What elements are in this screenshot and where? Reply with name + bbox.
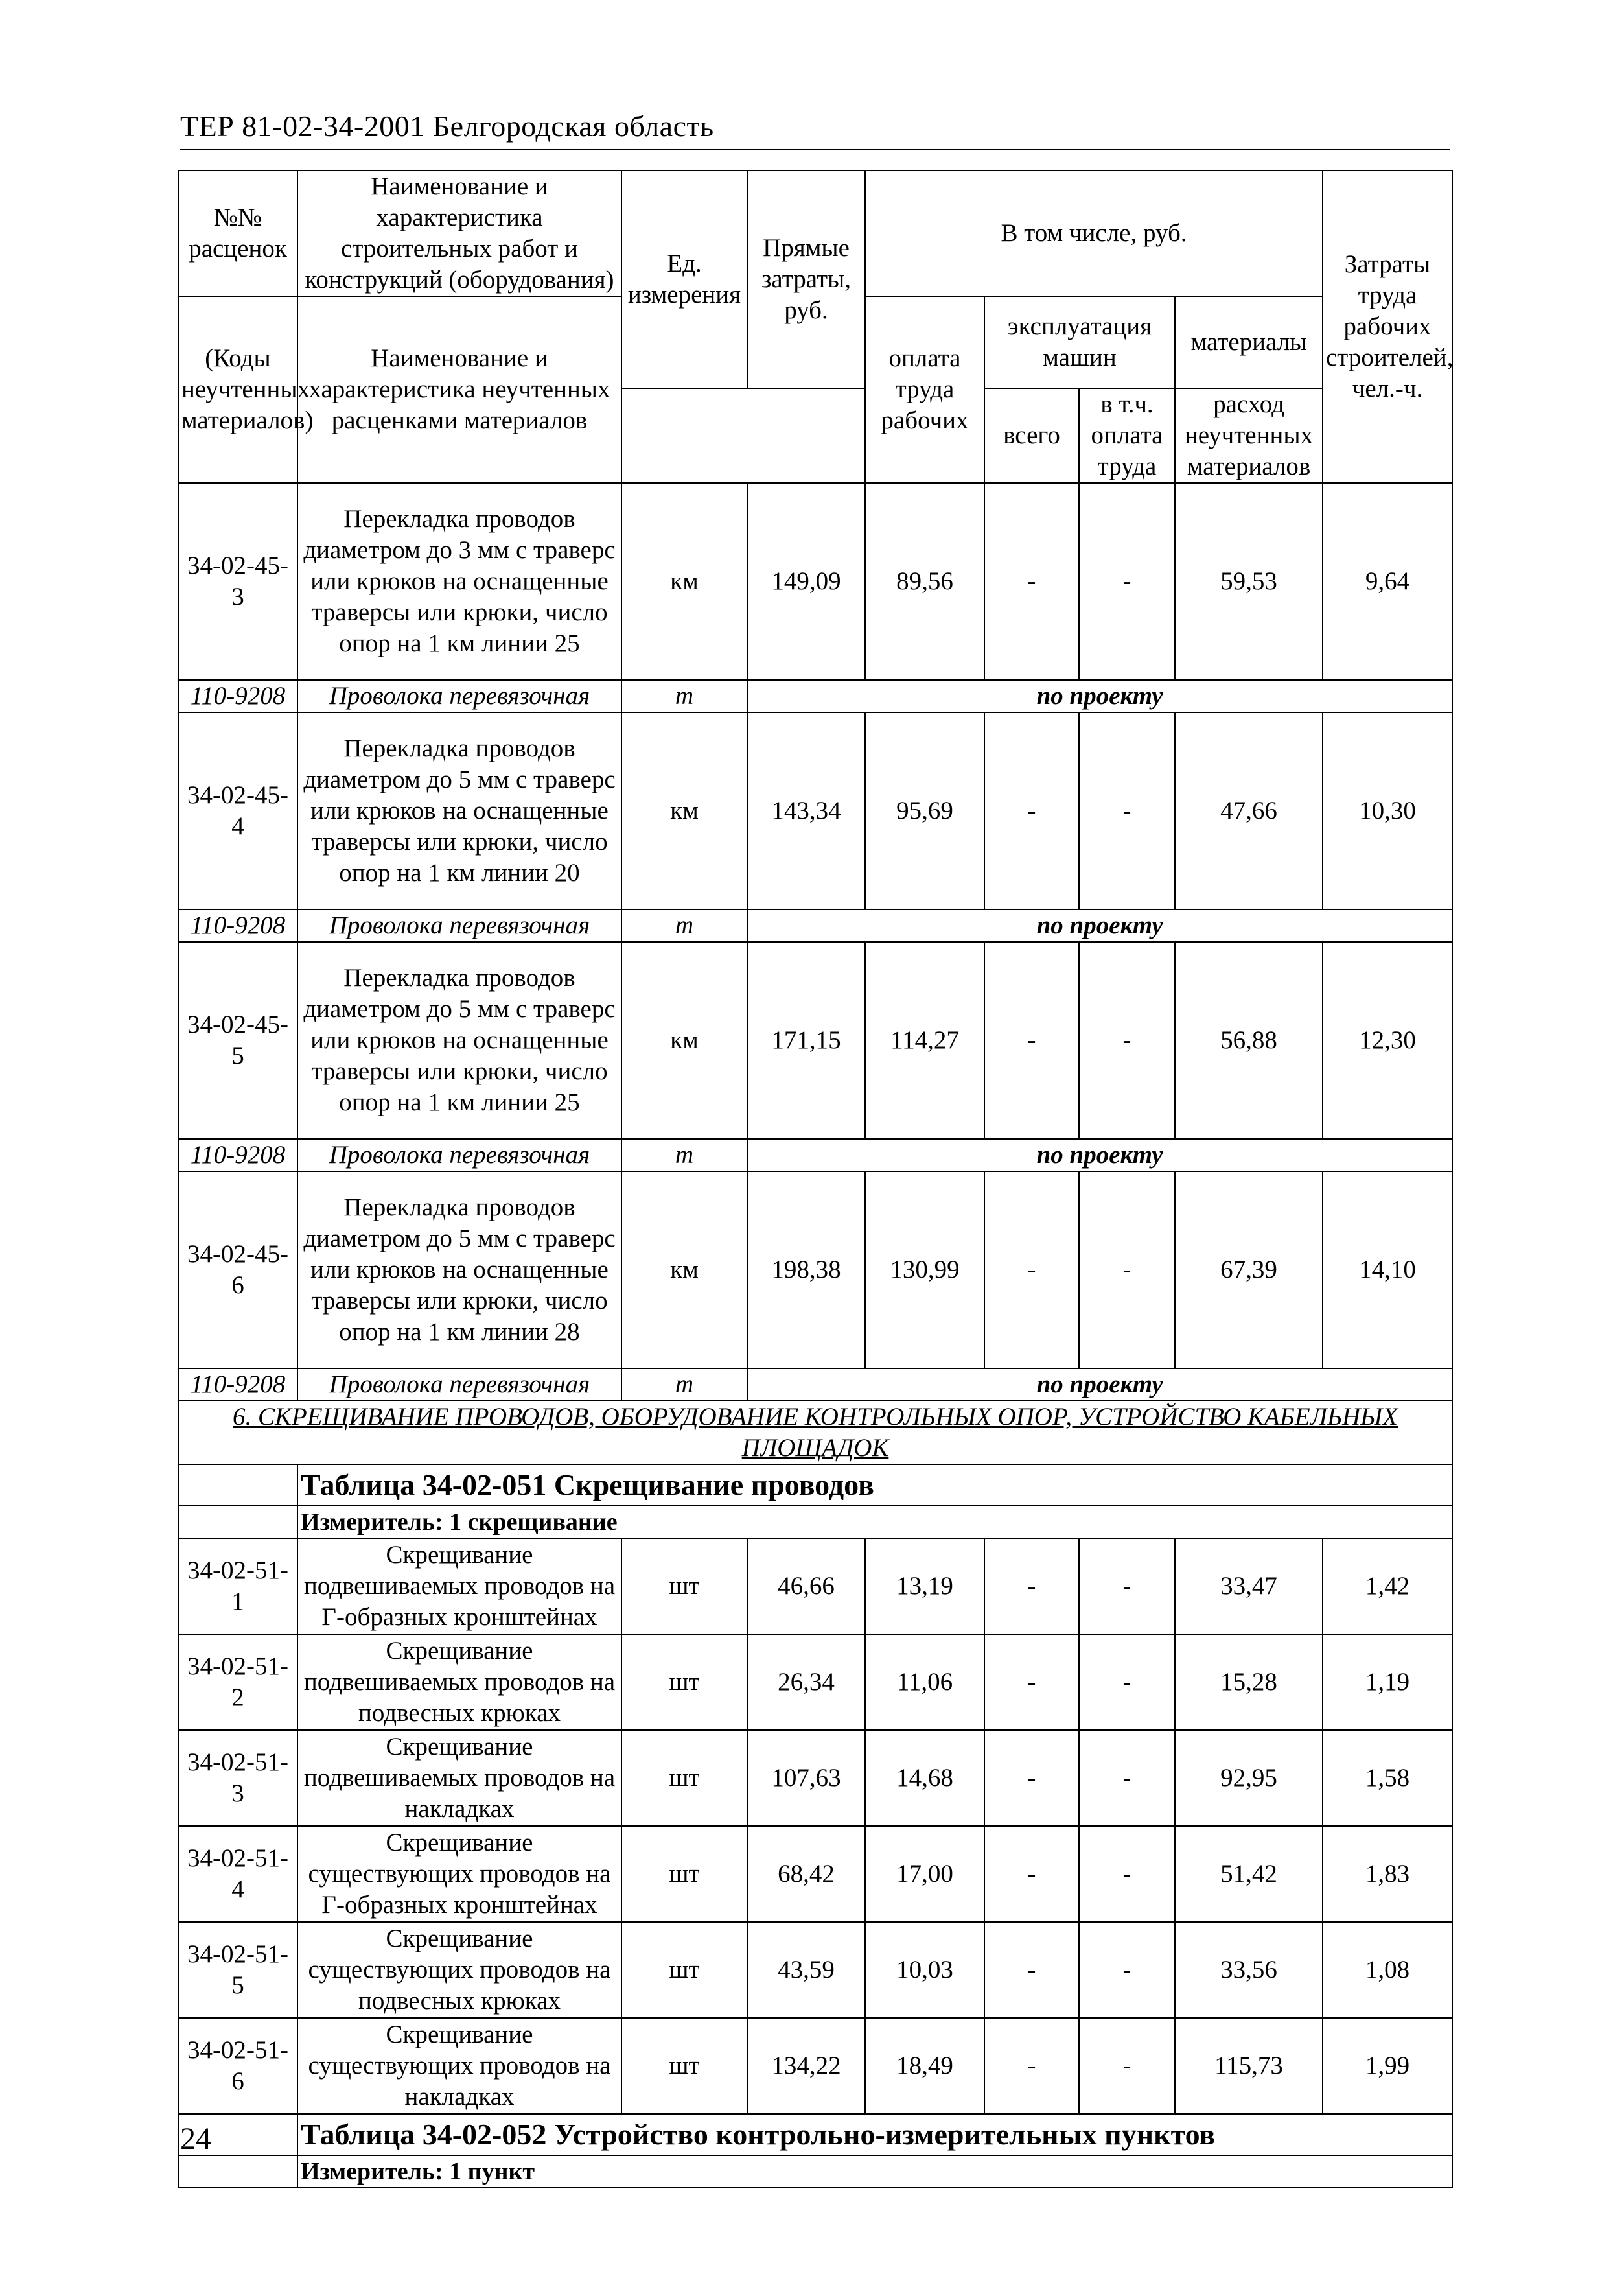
machines-wage-cell: - bbox=[1079, 1634, 1175, 1730]
materials-cell: 67,39 bbox=[1175, 1171, 1323, 1368]
machines-total-cell: - bbox=[984, 712, 1079, 909]
machines-total-cell: - bbox=[984, 942, 1079, 1139]
materials-cell: 47,66 bbox=[1175, 712, 1323, 909]
col-labor-header: Затраты труда рабочих строителей, чел.-ч. bbox=[1323, 170, 1452, 483]
machines-total-cell: - bbox=[984, 1922, 1079, 2018]
machines-wage-cell: - bbox=[1079, 1826, 1175, 1922]
direct-cost-cell: 198,38 bbox=[747, 1171, 865, 1368]
labor-cell: 14,10 bbox=[1323, 1171, 1452, 1368]
rate-code: 34-02-45-6 bbox=[178, 1171, 297, 1368]
wage-cell: 95,69 bbox=[865, 712, 984, 909]
blank-cell bbox=[178, 2155, 297, 2188]
direct-cost-cell: 171,15 bbox=[747, 942, 865, 1139]
table-row bbox=[178, 942, 1452, 1139]
machines-wage-cell: - bbox=[1079, 1538, 1175, 1634]
machines-total-cell: - bbox=[984, 1730, 1079, 1826]
table-measure: Измеритель: 1 пункт bbox=[297, 2155, 1452, 2188]
materials-cell: 56,88 bbox=[1175, 942, 1323, 1139]
material-note: по проекту bbox=[747, 1368, 1452, 1401]
material-unit: т bbox=[621, 1139, 747, 1171]
wage-cell: 89,56 bbox=[865, 483, 984, 680]
table-row bbox=[178, 1171, 1452, 1368]
table-measure-row bbox=[178, 2155, 1452, 2188]
table-row bbox=[178, 483, 1452, 680]
rates-table bbox=[178, 170, 1453, 2188]
labor-cell: 1,08 bbox=[1323, 1922, 1452, 2018]
machines-total-cell: - bbox=[984, 1826, 1079, 1922]
col-code2-header: (Коды неучтенных материалов) bbox=[178, 296, 297, 483]
rate-name: Скрещивание подвешиваемых проводов на Г-образных кронштейнах bbox=[297, 1538, 621, 1634]
direct-cost-cell: 68,42 bbox=[747, 1826, 865, 1922]
material-row bbox=[178, 1368, 1452, 1401]
machines-total-cell: - bbox=[984, 1171, 1079, 1368]
table-row bbox=[178, 1634, 1452, 1730]
rate-name: Перекладка проводов диаметром до 5 мм с траверс или крюков на оснащенные траверсы или крюки, число опор на 1 км линии 20 bbox=[297, 712, 621, 909]
header-row-1 bbox=[178, 170, 1452, 296]
table-title: Таблица 34-02-051 Скрещивание проводов bbox=[297, 1464, 1452, 1506]
material-row bbox=[178, 1139, 1452, 1171]
col-incl-header: В том числе, руб. bbox=[865, 170, 1323, 296]
unit-cell: км bbox=[621, 942, 747, 1139]
col-empty bbox=[621, 388, 865, 483]
direct-cost-cell: 43,59 bbox=[747, 1922, 865, 2018]
blank-cell bbox=[178, 1506, 297, 1538]
material-unit: т bbox=[621, 1368, 747, 1401]
labor-cell: 9,64 bbox=[1323, 483, 1452, 680]
material-row bbox=[178, 680, 1452, 712]
table-row bbox=[178, 1538, 1452, 1634]
rate-code: 34-02-45-5 bbox=[178, 942, 297, 1139]
machines-wage-cell: - bbox=[1079, 1730, 1175, 1826]
wage-cell: 11,06 bbox=[865, 1634, 984, 1730]
machines-total-cell: - bbox=[984, 1634, 1079, 1730]
machines-wage-cell: - bbox=[1079, 942, 1175, 1139]
material-name: Проволока перевязочная bbox=[297, 1368, 621, 1401]
materials-cell: 59,53 bbox=[1175, 483, 1323, 680]
material-row bbox=[178, 909, 1452, 942]
labor-cell: 12,30 bbox=[1323, 942, 1452, 1139]
unit-cell: шт bbox=[621, 2018, 747, 2114]
col-unit-header: Ед. измерения bbox=[621, 170, 747, 388]
blank-cell bbox=[178, 1464, 297, 1506]
page-header: ТЕР 81-02-34-2001 Белгородская область bbox=[180, 110, 714, 143]
direct-cost-cell: 46,66 bbox=[747, 1538, 865, 1634]
rate-name: Перекладка проводов диаметром до 3 мм с траверс или крюков на оснащенные траверсы или крюки, число опор на 1 км линии 25 bbox=[297, 483, 621, 680]
table-measure: Измеритель: 1 скрещивание bbox=[297, 1506, 1452, 1538]
unit-cell: шт bbox=[621, 1730, 747, 1826]
section-title: 6. СКРЕЩИВАНИЕ ПРОВОДОВ, ОБОРУДОВАНИЕ КОНТРОЛЬНЫХ ОПОР, УСТРОЙСТВО КАБЕЛЬНЫХ ПЛОЩАДОК bbox=[178, 1401, 1452, 1464]
labor-cell: 1,58 bbox=[1323, 1730, 1452, 1826]
rate-code: 34-02-51-6 bbox=[178, 2018, 297, 2114]
rate-code: 34-02-45-3 bbox=[178, 483, 297, 680]
machines-wage-cell: - bbox=[1079, 1171, 1175, 1368]
table-row bbox=[178, 1922, 1452, 2018]
wage-cell: 17,00 bbox=[865, 1826, 984, 1922]
unit-cell: шт bbox=[621, 1634, 747, 1730]
materials-cell: 15,28 bbox=[1175, 1634, 1323, 1730]
col-unaccounted-header: расход неучтенных материалов bbox=[1175, 388, 1323, 483]
unit-cell: шт bbox=[621, 1538, 747, 1634]
table-row bbox=[178, 712, 1452, 909]
material-name: Проволока перевязочная bbox=[297, 909, 621, 942]
material-note: по проекту bbox=[747, 680, 1452, 712]
rate-name: Перекладка проводов диаметром до 5 мм с траверс или крюков на оснащенные траверсы или крюки, число опор на 1 км линии 25 bbox=[297, 942, 621, 1139]
rate-code: 34-02-51-3 bbox=[178, 1730, 297, 1826]
header-rule bbox=[180, 149, 1450, 150]
rate-name: Перекладка проводов диаметром до 5 мм с траверс или крюков на оснащенные траверсы или крюки, число опор на 1 км линии 28 bbox=[297, 1171, 621, 1368]
material-code: 110-9208 bbox=[178, 909, 297, 942]
unit-cell: км bbox=[621, 483, 747, 680]
material-code: 110-9208 bbox=[178, 680, 297, 712]
rate-code: 34-02-51-2 bbox=[178, 1634, 297, 1730]
labor-cell: 1,99 bbox=[1323, 2018, 1452, 2114]
materials-cell: 33,47 bbox=[1175, 1538, 1323, 1634]
materials-cell: 33,56 bbox=[1175, 1922, 1323, 2018]
material-code: 110-9208 bbox=[178, 1368, 297, 1401]
rate-name: Скрещивание существующих проводов на подвесных крюках bbox=[297, 1922, 621, 2018]
table-row bbox=[178, 1826, 1452, 1922]
table-title-row bbox=[178, 2114, 1452, 2155]
rate-name: Скрещивание существующих проводов на Г-образных кронштейнах bbox=[297, 1826, 621, 1922]
rate-code: 34-02-51-5 bbox=[178, 1922, 297, 2018]
machines-wage-cell: - bbox=[1079, 712, 1175, 909]
material-note: по проекту bbox=[747, 1139, 1452, 1171]
col-name-header: Наименование и характеристика строительных работ и конструкций (оборудования) bbox=[297, 170, 621, 296]
col-mtotal-header: всего bbox=[984, 388, 1079, 483]
section-title-row bbox=[178, 1401, 1452, 1464]
page-number: 24 bbox=[180, 2122, 211, 2156]
material-code: 110-9208 bbox=[178, 1139, 297, 1171]
material-note: по проекту bbox=[747, 909, 1452, 942]
machines-total-cell: - bbox=[984, 2018, 1079, 2114]
materials-cell: 51,42 bbox=[1175, 1826, 1323, 1922]
rate-name: Скрещивание подвешиваемых проводов на подвесных крюках bbox=[297, 1634, 621, 1730]
rate-code: 34-02-45-4 bbox=[178, 712, 297, 909]
machines-wage-cell: - bbox=[1079, 483, 1175, 680]
materials-cell: 92,95 bbox=[1175, 1730, 1323, 1826]
machines-total-cell: - bbox=[984, 1538, 1079, 1634]
labor-cell: 1,42 bbox=[1323, 1538, 1452, 1634]
col-materials-header: материалы bbox=[1175, 296, 1323, 388]
direct-cost-cell: 107,63 bbox=[747, 1730, 865, 1826]
material-name: Проволока перевязочная bbox=[297, 1139, 621, 1171]
labor-cell: 10,30 bbox=[1323, 712, 1452, 909]
wage-cell: 130,99 bbox=[865, 1171, 984, 1368]
machines-total-cell: - bbox=[984, 483, 1079, 680]
labor-cell: 1,83 bbox=[1323, 1826, 1452, 1922]
rate-code: 34-02-51-4 bbox=[178, 1826, 297, 1922]
wage-cell: 10,03 bbox=[865, 1922, 984, 2018]
table-row bbox=[178, 1730, 1452, 1826]
table-row bbox=[178, 2018, 1452, 2114]
direct-cost-cell: 149,09 bbox=[747, 483, 865, 680]
col-code-header: №№ расценок bbox=[178, 170, 297, 296]
rate-name: Скрещивание существующих проводов на накладках bbox=[297, 2018, 621, 2114]
direct-cost-cell: 134,22 bbox=[747, 2018, 865, 2114]
col-direct-header: Прямые затраты, руб. bbox=[747, 170, 865, 388]
unit-cell: км bbox=[621, 712, 747, 909]
unit-cell: шт bbox=[621, 1922, 747, 2018]
direct-cost-cell: 143,34 bbox=[747, 712, 865, 909]
labor-cell: 1,19 bbox=[1323, 1634, 1452, 1730]
machines-wage-cell: - bbox=[1079, 1922, 1175, 2018]
rate-code: 34-02-51-1 bbox=[178, 1538, 297, 1634]
col-wage-header: оплата труда рабочих bbox=[865, 296, 984, 483]
wage-cell: 14,68 bbox=[865, 1730, 984, 1826]
unit-cell: км bbox=[621, 1171, 747, 1368]
col-mwage-header: в т.ч. оплата труда bbox=[1079, 388, 1175, 483]
material-name: Проволока перевязочная bbox=[297, 680, 621, 712]
col-name2-header: Наименование и характеристика неучтенных расценками материалов bbox=[297, 296, 621, 483]
wage-cell: 114,27 bbox=[865, 942, 984, 1139]
direct-cost-cell: 26,34 bbox=[747, 1634, 865, 1730]
unit-cell: шт bbox=[621, 1826, 747, 1922]
wage-cell: 18,49 bbox=[865, 2018, 984, 2114]
table-measure-row bbox=[178, 1506, 1452, 1538]
machines-wage-cell: - bbox=[1079, 2018, 1175, 2114]
material-unit: т bbox=[621, 909, 747, 942]
materials-cell: 115,73 bbox=[1175, 2018, 1323, 2114]
material-unit: т bbox=[621, 680, 747, 712]
wage-cell: 13,19 bbox=[865, 1538, 984, 1634]
col-machines-header: эксплуатация машин bbox=[984, 296, 1175, 388]
table-title-row bbox=[178, 1464, 1452, 1506]
rate-name: Скрещивание подвешиваемых проводов на накладках bbox=[297, 1730, 621, 1826]
table-title: Таблица 34-02-052 Устройство контрольно-измерительных пунктов bbox=[297, 2114, 1452, 2155]
